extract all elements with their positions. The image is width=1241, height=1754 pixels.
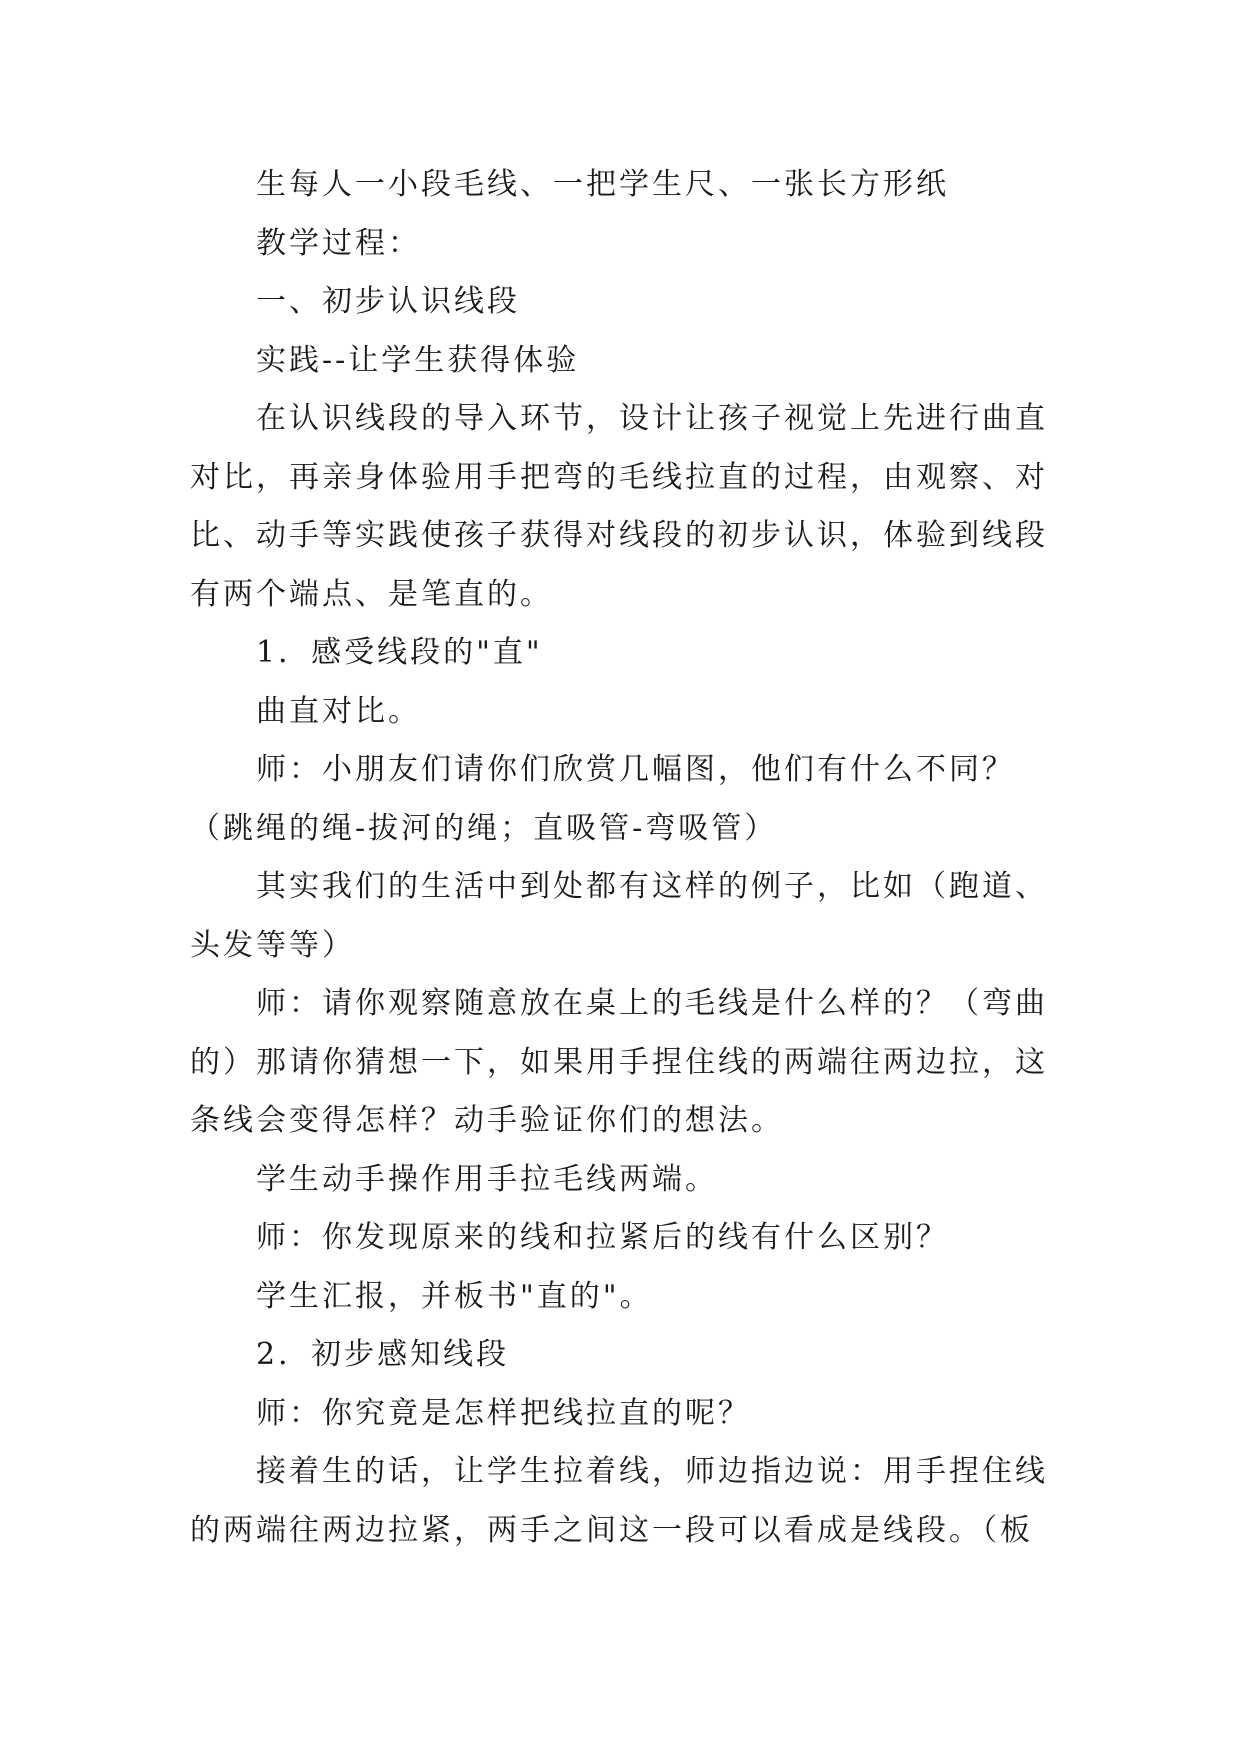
paragraph: 生每人一小段毛线、一把学生尺、一张长方形纸: [256, 167, 949, 202]
paragraph: 曲直对比。: [256, 693, 421, 729]
paragraph: 在认识线段的导入环节，设计让孩子视觉上先进行曲直对比，再亲身体验用手把弯的毛线拉直的过程，由观察、对比、动手等实践使孩子获得对线段的初步认识，体验到线段有两个端点、是笔直的。: [190, 401, 1048, 612]
paragraph: 其实我们的生活中到处都有这样的例子，比如（跑道、头发等等）: [190, 869, 1048, 963]
paragraph: 师：小朋友们请你们欣赏几幅图，他们有什么不同？（跳绳的绳-拔河的绳；直吸管-弯吸管）: [190, 752, 1015, 846]
paragraph: 接着生的话，让学生拉着线，师边指边说：用手捏住线的两端往两边拉紧，两手之间这一段可以看成是线段。（板: [190, 1454, 1048, 1548]
subsection-heading: 1．感受线段的"直": [256, 635, 543, 670]
paragraph: 师：你究竟是怎样把线拉直的呢？: [256, 1395, 751, 1431]
paragraph: 实践--让学生获得体验: [256, 342, 580, 378]
paragraph: 学生动手操作用手拉毛线两端。: [256, 1161, 718, 1197]
document-body: [190, 156, 1060, 1560]
section-heading: 一、初步认识线段: [256, 284, 520, 319]
paragraph: 师：你发现原来的线和拉紧后的线有什么区别？: [256, 1220, 949, 1255]
paragraph: 学生汇报，并板书"直的"。: [256, 1278, 653, 1314]
paragraph: 师：请你观察随意放在桌上的毛线是什么样的？（弯曲的）那请你猜想一下，如果用手捏住线的两端往两边拉，这条线会变得怎样？动手验证你们的想法。: [190, 986, 1048, 1138]
subsection-heading: 2．初步感知线段: [256, 1337, 510, 1372]
paragraph: 教学过程：: [256, 225, 421, 261]
